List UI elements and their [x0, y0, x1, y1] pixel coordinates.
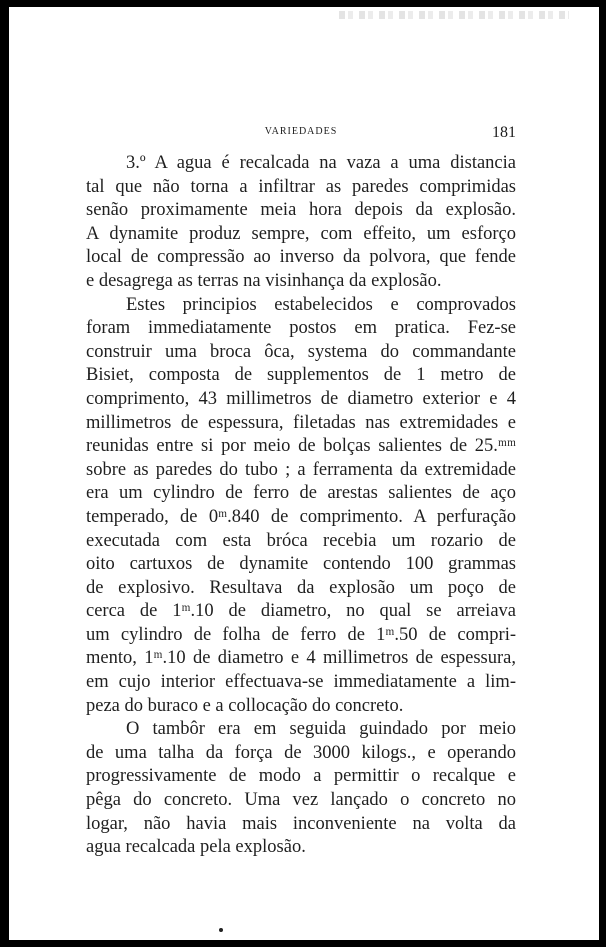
- text-line: um cylindro de folha de ferro de 1ᵐ.50 de compri-: [86, 624, 516, 645]
- printer-mark: [219, 928, 223, 932]
- text-line: pêga do concreto. Uma vez lançado o concreto no: [86, 790, 516, 811]
- text-line: Estes principios estabelecidos e comprovados: [126, 294, 516, 315]
- book-page: [9, 7, 599, 940]
- text-line: temperado, de 0ᵐ.840 de comprimento. A perfuração: [86, 506, 516, 527]
- text-line: mento, 1ᵐ.10 de diametro e 4 millimetros de espessura,: [86, 648, 516, 669]
- text-line: tal que não torna a infiltrar as paredes comprimidas: [86, 176, 516, 197]
- body-text: [86, 152, 516, 860]
- text-line: O tambôr era em seguida guindado por meio: [126, 719, 516, 740]
- text-line: oito cartuxos de dynamite contendo 100 grammas: [86, 554, 516, 575]
- text-line: local de compressão ao inverso da polvora, que fende: [86, 247, 516, 268]
- text-line: construir uma broca ôca, systema do commandante: [86, 341, 516, 362]
- text-line: e desagrega as terras na visinhança da explosão.: [86, 270, 442, 291]
- text-line: de explosivo. Resultava da explosão um poço de: [86, 577, 516, 598]
- text-line: em cujo interior effectuava-se immediatamente a lim-: [86, 672, 516, 693]
- text-line: cerca de 1ᵐ.10 de diametro, no qual se arreiava: [86, 601, 516, 622]
- page-edge-smudge: [339, 11, 569, 19]
- text-line: millimetros de espessura, filetadas nas extremidades e: [86, 412, 516, 433]
- text-line: logar, não havia mais inconveniente na volta da: [86, 813, 516, 834]
- page-number: 181: [492, 124, 516, 141]
- text-line: peza do buraco e a collocação do concreto.: [86, 695, 404, 716]
- text-line: executada com esta bróca recebia um rozario de: [86, 530, 516, 551]
- text-line: comprimento, 43 millimetros de diametro exterior e 4: [86, 388, 516, 409]
- text-line: Bisiet, composta de supplementos de 1 metro de: [86, 365, 516, 386]
- running-head: [86, 126, 516, 142]
- text-line: era um cylindro de ferro de arestas salientes de aço: [86, 483, 516, 504]
- running-head-title: VARIEDADES: [264, 126, 338, 137]
- text-line: progressivamente de modo a permittir o recalque e: [86, 766, 516, 787]
- text-line: A dynamite produz sempre, com effeito, um esforço: [86, 223, 516, 244]
- text-line: 3.º A agua é recalcada na vaza a uma distancia: [126, 153, 516, 173]
- text-line: de uma talha da força de 3000 kilogs., e operando: [86, 742, 516, 763]
- text-line: agua recalcada pela explosão.: [86, 837, 306, 858]
- text-line: sobre as paredes do tubo ; a ferramenta da extremidade: [86, 459, 516, 480]
- text-line: foram immediatamente postos em pratica. Fez-se: [86, 318, 516, 339]
- text-line: reunidas entre si por meio de bolças salientes de 25.ᵐᵐ: [86, 436, 516, 457]
- text-line: senão proximamente meia hora depois da explosão.: [86, 200, 516, 221]
